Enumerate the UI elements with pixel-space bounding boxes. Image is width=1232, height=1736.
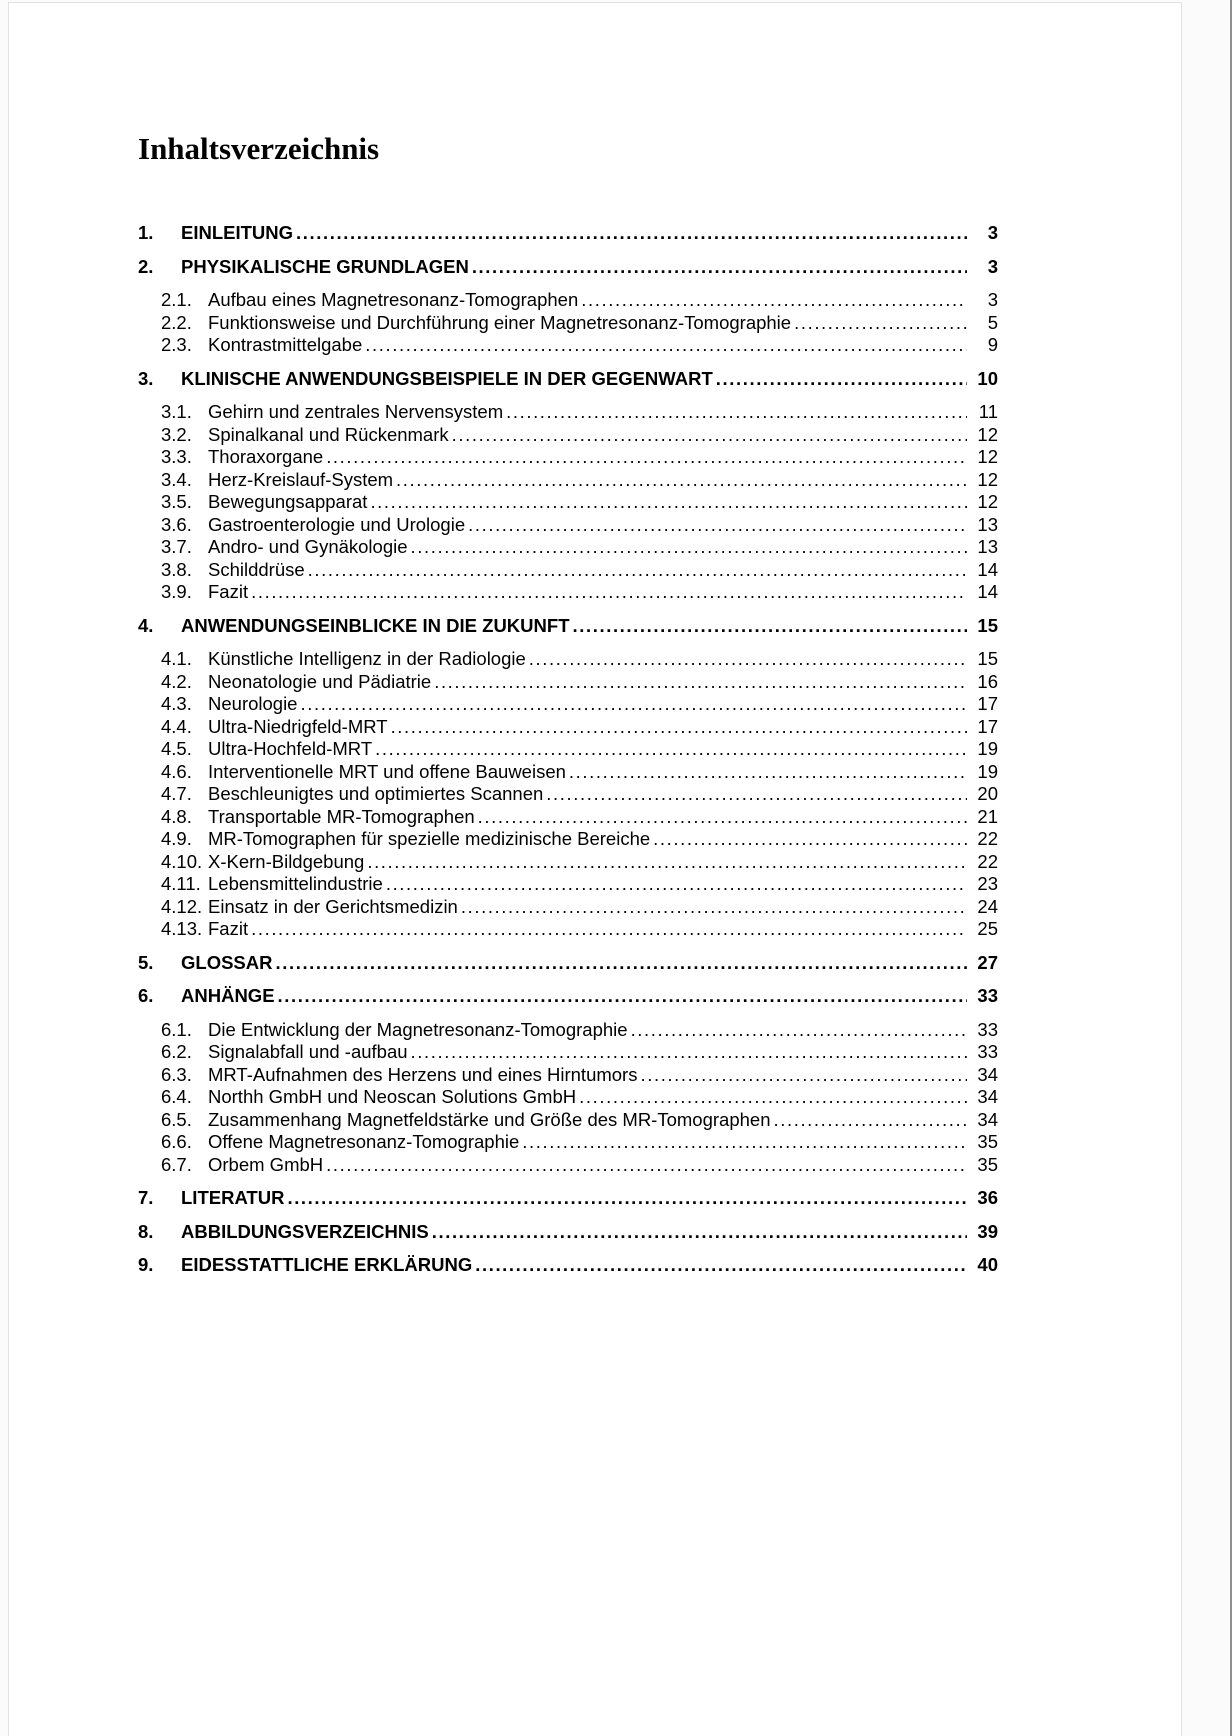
toc-entry-page: 14	[977, 581, 998, 602]
dot-leader	[300, 693, 967, 716]
toc-entry-page: 33	[977, 1018, 998, 1040]
dot-leader	[287, 1187, 967, 1210]
toc-entry-page: 21	[977, 805, 998, 827]
toc-entry-label: ANHÄNGE	[181, 985, 275, 1006]
toc-entry-label: Transportable MR-Tomographen	[208, 805, 475, 827]
toc-entry-page: 3	[987, 222, 998, 243]
dot-leader	[396, 469, 967, 492]
toc-entry-page: 25	[977, 918, 998, 939]
dot-leader	[411, 1041, 967, 1064]
toc-entry-label: Künstliche Intelligenz in der Radiologie	[208, 648, 526, 669]
toc-entry-page: 12	[977, 423, 998, 445]
toc-entry-number: 6.2.	[161, 1041, 192, 1062]
toc-entry-number: 5.	[138, 951, 154, 973]
toc-entry-label: Beschleunigtes und optimiertes Scannen	[208, 783, 544, 804]
toc-entry[interactable]	[138, 581, 998, 604]
toc-entry-number: 2.2.	[161, 311, 192, 333]
toc-entry-page: 33	[977, 1041, 998, 1062]
toc-entry-number: 2.	[138, 255, 154, 277]
toc-entry-page: 3	[987, 255, 998, 277]
toc-entry[interactable]	[138, 401, 998, 424]
toc-entry-label: Aufbau eines Magnetresonanz-Tomographen	[208, 289, 579, 310]
dot-leader	[573, 615, 968, 638]
toc-entry-label: Zusammenhang Magnetfeldstärke und Größe des MR-Tomographen	[208, 1108, 771, 1130]
toc-entry-page: 11	[978, 401, 998, 422]
toc-entry-label: Schilddrüse	[208, 558, 305, 580]
toc-entry-label: Bewegungsapparat	[208, 491, 368, 512]
toc-entry-page: 19	[977, 738, 998, 759]
toc-entry-number: 4.12.	[161, 895, 203, 917]
toc-entry-label: EIDESSTATTLICHE ERKLÄRUNG	[181, 1254, 473, 1275]
toc-entry-page: 17	[977, 693, 998, 714]
page-title: Inhaltsverzeichnis	[138, 131, 380, 166]
dot-leader	[506, 401, 967, 424]
toc-entry-page: 34	[977, 1063, 998, 1085]
dot-leader	[326, 1154, 967, 1177]
dot-leader	[251, 581, 967, 604]
toc-entry-label: Fazit	[208, 918, 249, 939]
toc-entry[interactable]	[138, 1109, 998, 1132]
toc-entry-number: 6.6.	[161, 1131, 192, 1152]
toc-entry[interactable]	[138, 536, 998, 559]
dot-leader	[251, 918, 967, 941]
toc-entry-page: 13	[977, 536, 998, 557]
dot-leader	[411, 536, 967, 559]
dot-leader	[478, 806, 967, 829]
dot-leader	[326, 446, 967, 469]
toc-entry-page: 36	[977, 1187, 998, 1208]
toc-entry[interactable]	[138, 1019, 998, 1042]
toc-entry[interactable]	[138, 783, 998, 806]
dot-leader	[278, 985, 967, 1008]
toc-entry-label: Gastroenterologie und Urologie	[208, 513, 466, 535]
toc-entry-number: 8.	[138, 1220, 154, 1242]
toc-entry-number: 4.8.	[161, 805, 192, 827]
dot-leader	[434, 671, 967, 694]
toc-entry-page: 15	[977, 648, 998, 669]
dot-leader	[794, 312, 967, 335]
toc-entry-label: MRT-Aufnahmen des Herzens und eines Hirntumors	[208, 1063, 638, 1085]
dot-leader	[461, 896, 967, 919]
toc-entry-label: PHYSIKALISCHE GRUNDLAGEN	[181, 255, 469, 277]
toc-entry-label: Kontrastmittelgabe	[208, 334, 363, 355]
toc-entry-page: 39	[977, 1220, 998, 1242]
toc-entry-number: 2.3.	[161, 334, 192, 355]
toc-entry[interactable]	[138, 514, 998, 537]
toc-entry-page: 34	[977, 1086, 998, 1107]
dot-leader	[529, 648, 967, 671]
toc-entry-label: X-Kern-Bildgebung	[208, 850, 365, 872]
dot-leader	[391, 716, 967, 739]
toc-entry-number: 4.6.	[161, 760, 192, 782]
toc-entry-label: EINLEITUNG	[181, 222, 294, 243]
toc-entry-number: 6.	[138, 985, 154, 1006]
toc-entry-number: 3.4.	[161, 468, 192, 490]
toc-entry-number: 3.2.	[161, 423, 192, 445]
dot-leader	[452, 424, 967, 447]
toc-entry[interactable]	[138, 896, 998, 919]
toc-entry-label: Einsatz in der Gerichtsmedizin	[208, 895, 458, 917]
dot-leader	[296, 222, 967, 245]
toc-entry-number: 6.3.	[161, 1063, 192, 1085]
toc-entry[interactable]	[138, 918, 998, 941]
toc-entry-number: 9.	[138, 1254, 154, 1275]
toc-entry-label: Thoraxorgane	[208, 446, 324, 467]
dot-leader	[579, 1086, 967, 1109]
toc-content	[138, 3, 998, 1277]
dot-leader	[386, 873, 967, 896]
dot-leader	[569, 761, 967, 784]
toc-entry-page: 16	[977, 670, 998, 692]
toc-entry-page: 34	[977, 1108, 998, 1130]
toc-entry[interactable]	[138, 222, 998, 245]
dot-leader	[631, 1019, 967, 1042]
toc-entry-label: Orbem GmbH	[208, 1153, 324, 1175]
toc-entry-label: Neonatologie und Pädiatrie	[208, 670, 432, 692]
toc-entry-label: MR-Tomographen für spezielle medizinische Bereiche	[208, 828, 651, 849]
toc-entry[interactable]	[138, 716, 998, 739]
toc-entry-number: 1.	[138, 222, 154, 243]
toc-entry-page: 3	[987, 289, 998, 310]
toc-entry[interactable]	[138, 1086, 998, 1109]
toc-entry-page: 35	[977, 1131, 998, 1152]
toc-entry[interactable]	[138, 334, 998, 357]
toc-entry-page: 22	[977, 828, 998, 849]
toc-entry[interactable]	[138, 1187, 998, 1210]
dot-leader	[581, 289, 967, 312]
toc-entry-label: Lebensmittelindustrie	[208, 873, 383, 894]
toc-entry-label: Andro- und Gynäkologie	[208, 536, 408, 557]
toc-entry[interactable]	[138, 952, 998, 975]
toc-entry-label: Ultra-Hochfeld-MRT	[208, 738, 373, 759]
dot-leader	[308, 559, 967, 582]
dot-leader	[640, 1064, 967, 1087]
toc-entry[interactable]	[138, 985, 998, 1008]
toc-entry-page: 12	[977, 491, 998, 512]
toc-list	[138, 222, 998, 1277]
toc-entry-page: 15	[977, 614, 998, 636]
toc-entry-label: GLOSSAR	[181, 951, 273, 973]
toc-entry-number: 4.10.	[161, 850, 203, 872]
dot-leader	[546, 783, 967, 806]
toc-entry[interactable]	[138, 693, 998, 716]
toc-entry-page: 35	[977, 1153, 998, 1175]
toc-entry-number: 6.7.	[161, 1153, 192, 1175]
dot-leader	[653, 828, 967, 851]
toc-entry-number: 6.1.	[161, 1018, 192, 1040]
toc-entry[interactable]	[138, 312, 998, 335]
toc-entry-label: Neurologie	[208, 693, 298, 714]
toc-entry-label: Interventionelle MRT und offene Bauweisen	[208, 760, 566, 782]
toc-entry[interactable]	[138, 1221, 998, 1244]
document-page	[8, 2, 1182, 1736]
toc-entry-page: 12	[977, 446, 998, 467]
toc-entry-number: 4.2.	[161, 670, 192, 692]
toc-entry-page: 20	[977, 783, 998, 804]
toc-entry-number: 3.1.	[161, 401, 192, 422]
toc-entry-number: 4.9.	[161, 828, 192, 849]
toc-entry[interactable]	[138, 648, 998, 671]
dot-leader	[370, 491, 967, 514]
toc-entry-page: 9	[987, 334, 998, 355]
toc-entry-page: 40	[977, 1254, 998, 1275]
toc-entry-label: ABBILDUNGSVERZEICHNIS	[181, 1220, 429, 1242]
toc-entry[interactable]	[138, 491, 998, 514]
toc-entry-label: LITERATUR	[181, 1187, 285, 1208]
toc-entry-label: Signalabfall und -aufbau	[208, 1041, 408, 1062]
toc-entry-label: Fazit	[208, 581, 249, 602]
toc-entry[interactable]	[138, 1041, 998, 1064]
toc-entry[interactable]	[138, 1154, 998, 1177]
toc-entry-page: 13	[977, 513, 998, 535]
toc-entry-page: 17	[977, 715, 998, 737]
toc-entry-number: 6.4.	[161, 1086, 192, 1107]
dot-leader	[716, 368, 967, 391]
toc-entry-number: 4.13.	[161, 918, 203, 939]
toc-entry[interactable]	[138, 806, 998, 829]
toc-entry-number: 3.3.	[161, 446, 192, 467]
toc-entry-number: 4.4.	[161, 715, 192, 737]
toc-entry-number: 3.9.	[161, 581, 192, 602]
dot-leader	[472, 256, 967, 279]
toc-entry-page: 27	[977, 951, 998, 973]
toc-entry-number: 3.8.	[161, 558, 192, 580]
toc-entry-page: 24	[977, 895, 998, 917]
toc-entry[interactable]	[138, 256, 998, 279]
toc-entry[interactable]	[138, 424, 998, 447]
toc-entry-page: 22	[977, 850, 998, 872]
toc-entry-number: 3.7.	[161, 536, 192, 557]
toc-entry-label: Herz-Kreislauf-System	[208, 468, 394, 490]
toc-entry-page: 10	[977, 367, 998, 389]
toc-entry-label: ANWENDUNGSEINBLICKE IN DIE ZUKUNFT	[181, 614, 570, 636]
toc-entry-number: 3.	[138, 367, 154, 389]
toc-entry-page: 23	[977, 873, 998, 894]
toc-entry-label: Spinalkanal und Rückenmark	[208, 423, 449, 445]
toc-entry[interactable]	[138, 368, 998, 391]
toc-entry[interactable]	[138, 289, 998, 312]
toc-entry-number: 4.3.	[161, 693, 192, 714]
toc-entry-number: 3.5.	[161, 491, 192, 512]
toc-entry-label: Ultra-Niedrigfeld-MRT	[208, 715, 388, 737]
toc-entry-label: Funktionsweise und Durchführung einer Magnetresonanz-Tomographie	[208, 311, 792, 333]
toc-entry-number: 4.1.	[161, 648, 192, 669]
dot-leader	[365, 334, 967, 357]
toc-entry[interactable]	[138, 873, 998, 896]
dot-leader	[432, 1221, 967, 1244]
dot-leader	[475, 1254, 967, 1277]
toc-entry-number: 4.	[138, 614, 154, 636]
toc-entry[interactable]	[138, 738, 998, 761]
toc-entry[interactable]	[138, 761, 998, 784]
toc-entry-label: KLINISCHE ANWENDUNGSBEISPIELE IN DER GEGENWART	[181, 367, 713, 389]
toc-entry-number: 6.5.	[161, 1108, 192, 1130]
toc-entry-number: 3.6.	[161, 513, 192, 535]
toc-entry[interactable]	[138, 559, 998, 582]
toc-entry-number: 7.	[138, 1187, 154, 1208]
toc-entry-page: 33	[977, 985, 998, 1006]
toc-entry-number: 4.11.	[161, 873, 201, 894]
toc-entry-page: 12	[977, 468, 998, 490]
dot-leader	[773, 1109, 967, 1132]
toc-entry-page: 5	[987, 311, 998, 333]
toc-entry[interactable]	[138, 1131, 998, 1154]
toc-entry-label: Offene Magnetresonanz-Tomographie	[208, 1131, 520, 1152]
toc-entry[interactable]	[138, 615, 998, 638]
dot-leader	[375, 738, 967, 761]
toc-entry[interactable]	[138, 1064, 998, 1087]
dot-leader	[367, 851, 967, 874]
toc-entry-number: 4.5.	[161, 738, 192, 759]
dot-leader	[275, 952, 967, 975]
toc-entry[interactable]	[138, 828, 998, 851]
toc-entry[interactable]	[138, 469, 998, 492]
toc-entry[interactable]	[138, 1254, 998, 1277]
toc-entry-page: 14	[977, 558, 998, 580]
toc-entry-label: Northh GmbH und Neoscan Solutions GmbH	[208, 1086, 577, 1107]
toc-entry-number: 4.7.	[161, 783, 192, 804]
dot-leader	[522, 1131, 967, 1154]
toc-entry[interactable]	[138, 446, 998, 469]
toc-entry[interactable]	[138, 671, 998, 694]
toc-entry-label: Gehirn und zentrales Nervensystem	[208, 401, 504, 422]
toc-entry-page: 19	[977, 760, 998, 782]
toc-entry-label: Die Entwicklung der Magnetresonanz-Tomographie	[208, 1018, 628, 1040]
toc-entry[interactable]	[138, 851, 998, 874]
toc-entry-number: 2.1.	[161, 289, 192, 310]
dot-leader	[468, 514, 967, 537]
